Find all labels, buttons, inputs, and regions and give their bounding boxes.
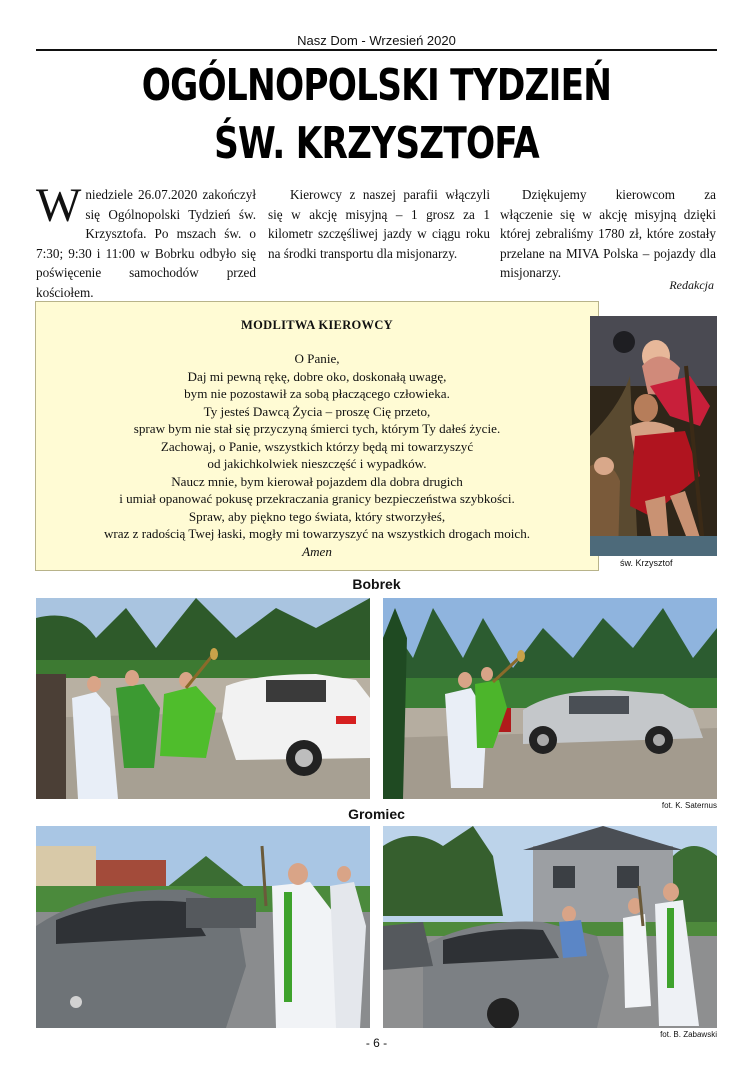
prayer-line: Spraw, aby piękno tego świata, który stworzyłeś, xyxy=(188,508,446,524)
photo-bobrek-blessing-white-suv xyxy=(36,598,370,799)
photo-credit-gromiec: fot. B. Zabawski xyxy=(660,1030,717,1039)
drop-cap: W xyxy=(36,179,82,232)
prayer-line: spraw bym nie stał się przyczyną śmierci tych, którym Ty dałeś życie. xyxy=(133,421,501,436)
prayer-line: O Panie, xyxy=(294,351,340,366)
header-rule xyxy=(36,49,717,51)
article-column-2: Kierowcy z naszej parafii włączyli się w akcję misyjną – 1 grosz za 1 kilometr szczęśliwej jazdy w ciągu roku na środki transportu dla misjonarzy. xyxy=(268,187,490,261)
article-column-1-text: niedziele 26.07.2020 zakończył się Ogólnopolski Tydzień św. Krzysztofa. Po mszach św. o 7:30; 9:30 i 11:00 w Bobrku odbyło się poświęcenie samochodów przed kościołem. xyxy=(36,187,256,300)
article-title-line-1: OGÓLNOPOLSKI TYDZIEŃ xyxy=(141,60,612,111)
prayer-title: MODLITWA KIEROWCY xyxy=(241,318,393,332)
prayer-line: i umiał opanować pokusę przekraczania granicy bezpieczeństwa szybkości. xyxy=(119,491,515,506)
section-label-bobrek: Bobrek xyxy=(352,576,401,592)
photo-bobrek-blessing-silver-car xyxy=(383,598,717,799)
prayer-line: Ty jesteś Dawcą Życia – proszę Cię przeto, xyxy=(203,403,431,419)
prayer-line: bym nie pozostawił za sobą płaczącego człowieka. xyxy=(184,386,450,401)
prayer-line: Zachowaj, o Panie, wszystkich którzy będą mi towarzyszyć xyxy=(160,438,474,454)
article-title-line-2: ŚW. KRZYSZTOFA xyxy=(214,118,539,169)
page-number: - 6 - xyxy=(365,1036,388,1050)
prayer-line: wraz z radością Twej łaski, mogły mi towarzyszyć na wszystkich drogach moich. xyxy=(103,526,531,541)
prayer-line: Daj mi pewną rękę, dobre oko, doskonałą uwagę, xyxy=(187,368,447,384)
article-column-1 xyxy=(36,179,256,303)
saint-christopher-painting xyxy=(590,316,717,556)
painting-caption: św. Krzysztof xyxy=(620,558,673,568)
prayer-amen: Amen xyxy=(302,543,332,559)
article-signature: Redakcja xyxy=(669,278,714,292)
section-label-gromiec: Gromiec xyxy=(348,806,405,822)
prayer-line: od jakichkolwiek nieszczęść i wypadków. xyxy=(207,456,427,471)
article-column-3: Dziękujemy kierowcom za włączenie się w akcję misyjną dzięki której zebraliśmy 1780 zł, które zostały przelane na MIVA Polska – pojazdy dla misjonarzy. xyxy=(500,187,716,281)
prayer-line: Naucz mnie, bym kierował pojazdem dla dobra drugich xyxy=(171,473,463,489)
prayer-text xyxy=(35,350,599,560)
photo-credit-bobrek: fot. K. Saternus xyxy=(661,801,717,810)
page-header: Nasz Dom - Wrzesień 2020 xyxy=(297,33,456,48)
photo-gromiec-blessing-grey-fiat xyxy=(383,826,717,1028)
photo-gromiec-blessing-grey-renault xyxy=(36,826,370,1028)
